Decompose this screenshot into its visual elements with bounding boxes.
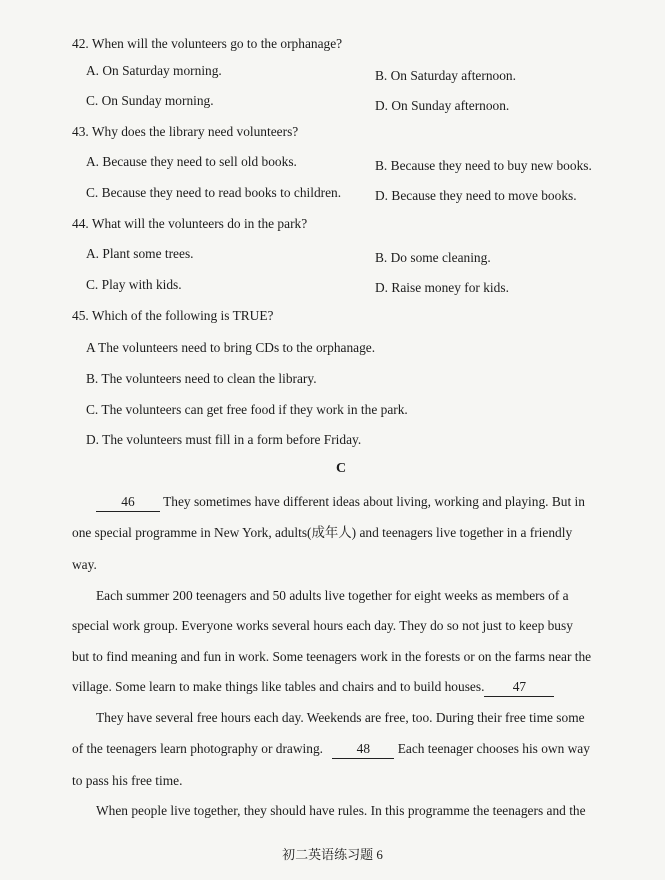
option-text: On Sunday afternoon. — [391, 98, 510, 113]
option-letter: A — [86, 340, 95, 355]
option-letter: C. — [86, 93, 99, 108]
question-text: Which of the following is TRUE? — [91, 308, 274, 323]
option-letter: A. — [86, 154, 100, 169]
option-43-b — [375, 157, 592, 175]
question-44 — [72, 215, 307, 233]
option-44-a — [86, 245, 194, 263]
question-number: 42. — [72, 36, 89, 51]
passage-line — [72, 493, 620, 512]
option-text: The volunteers must fill in a form before Friday. — [102, 432, 362, 447]
option-text: The volunteers can get free food if they work in the park. — [101, 402, 408, 417]
option-text: Because they need to move books. — [391, 188, 577, 203]
question-text: Why does the library need volunteers? — [91, 124, 299, 139]
option-letter: A. — [86, 246, 100, 261]
option-43-d — [375, 187, 577, 205]
option-letter: A. — [86, 63, 100, 78]
passage-line: to pass his free time. — [72, 773, 183, 788]
passage-text: Each teenager chooses his own way — [397, 741, 590, 756]
option-text: The volunteers need to bring CDs to the orphanage. — [98, 340, 376, 355]
option-text: Do some cleaning. — [390, 250, 491, 265]
option-letter: B. — [375, 250, 388, 265]
passage-text: of the teenagers learn photography or drawing. — [72, 741, 323, 756]
option-43-a — [86, 153, 297, 171]
question-text: When will the volunteers go to the orphanage? — [91, 36, 343, 51]
option-text: Because they need to read books to children. — [101, 185, 342, 200]
option-text: On Saturday afternoon. — [390, 68, 516, 83]
passage-line — [72, 678, 620, 697]
option-letter: D. — [86, 432, 100, 447]
passage-line: way. — [72, 557, 97, 572]
question-42 — [72, 35, 342, 53]
option-text: Because they need to buy new books. — [390, 158, 592, 173]
passage-line: When people live together, they should have rules. In this programme the teenagers and the — [96, 803, 586, 818]
option-letter: D. — [375, 98, 389, 113]
page-footer: 初二英语练习题 6 — [282, 847, 383, 862]
question-number: 45. — [72, 308, 89, 323]
passage-line: Each summer 200 teenagers and 50 adults live together for eight weeks as members of a — [96, 588, 569, 603]
option-45-c — [86, 401, 408, 419]
option-43-c — [86, 184, 341, 202]
option-text: On Sunday morning. — [101, 93, 214, 108]
option-text: Play with kids. — [101, 277, 182, 292]
blank-46: 46 — [96, 493, 160, 512]
option-letter: B. — [375, 68, 388, 83]
option-letter: D. — [375, 188, 389, 203]
option-42-b — [375, 67, 516, 85]
option-text: Because they need to sell old books. — [102, 154, 297, 169]
option-letter: C. — [86, 402, 99, 417]
question-45 — [72, 307, 273, 325]
option-42-a — [86, 62, 222, 80]
option-letter: B. — [375, 158, 388, 173]
passage-line: special work group. Everyone works several hours each day. They do so not just to keep busy — [72, 618, 573, 633]
option-45-d — [86, 431, 361, 449]
blank-48: 48 — [332, 740, 394, 759]
option-45-b — [86, 370, 317, 388]
question-text: What will the volunteers do in the park? — [91, 216, 308, 231]
option-42-c — [86, 92, 214, 110]
option-44-b — [375, 249, 491, 267]
option-42-d — [375, 97, 509, 115]
option-text: Plant some trees. — [102, 246, 194, 261]
option-44-d — [375, 279, 509, 297]
option-text: On Saturday morning. — [102, 63, 222, 78]
question-43 — [72, 123, 298, 141]
passage-line: They have several free hours each day. Weekends are free, too. During their free time some — [96, 710, 585, 725]
option-letter: C. — [86, 277, 99, 292]
passage-text: They sometimes have different ideas about living, working and playing. But in — [163, 494, 585, 509]
question-number: 43. — [72, 124, 89, 139]
passage-line — [72, 740, 620, 759]
passage-line: one special programme in New York, adults(成年人) and teenagers live together in a friendly — [72, 525, 573, 540]
passage-text: village. Some learn to make things like tables and chairs and to build houses. — [72, 679, 485, 694]
option-text: The volunteers need to clean the library. — [101, 371, 317, 386]
question-number: 44. — [72, 216, 89, 231]
option-text: Raise money for kids. — [391, 280, 509, 295]
option-letter: B. — [86, 371, 99, 386]
blank-47: 47 — [484, 678, 554, 697]
option-letter: D. — [375, 280, 389, 295]
section-label: C — [336, 461, 347, 476]
option-44-c — [86, 276, 182, 294]
option-letter: C. — [86, 185, 99, 200]
passage-line: but to find meaning and fun in work. Some teenagers work in the forests or on the farms near the — [72, 649, 592, 664]
option-45-a — [86, 339, 375, 357]
